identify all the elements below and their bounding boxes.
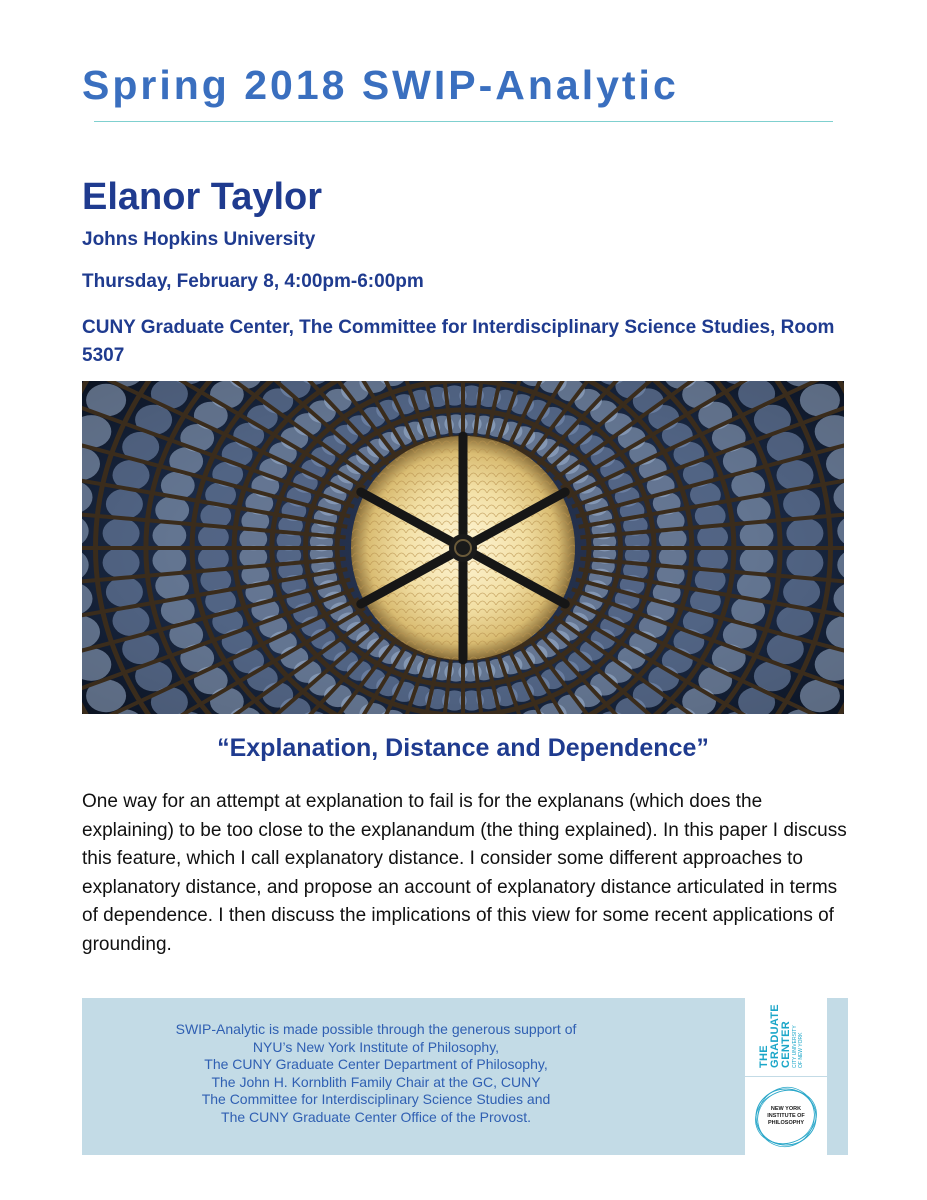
- logo-panel: [745, 998, 827, 1155]
- glass-cell: [740, 547, 774, 575]
- glass-cell: [106, 489, 143, 519]
- graduate-center-logo: THE GRADUATE CENTER CITY UNIVERSITY OF NEW YORK: [745, 998, 827, 1077]
- glass-cell: [783, 577, 820, 607]
- sponsor-box: [82, 998, 848, 1155]
- event-datetime: Thursday, February 8, 4:00pm-6:00pm: [82, 271, 424, 292]
- glass-cell: [153, 547, 187, 575]
- sponsor-line: NYU’s New York Institute of Philosophy,: [252, 1038, 500, 1055]
- glass-cell: [106, 577, 143, 607]
- event-venue: CUNY Graduate Center, The Committee for Interdisciplinary Science Studies, Room 5307: [82, 317, 835, 366]
- speaker-name: Elanor Taylor: [82, 176, 323, 218]
- sponsor-line: The John H. Kornblith Family Chair at the GC, CUNY: [211, 1073, 541, 1090]
- glass-cell: [783, 489, 820, 519]
- sponsor-line: The Committee for Interdisciplinary Science Studies and: [201, 1091, 551, 1107]
- talk-abstract: One way for an attempt at explanation to fail is for the explanans (which does the explaining) to be too close to the explanandum (the thing explained). In this paper I discuss this feature, which I call explanatory distance. I consider some different approaches to explanatory distance, and propose an account of explanatory distance articulated in terms of dependence. I then discuss the implications of this view for some recent applications of grounding.: [82, 791, 847, 955]
- nyip-logo: NEW YORK INSTITUTE OF PHILOSOPHY: [745, 1078, 827, 1155]
- glass-cell: [786, 518, 823, 548]
- glass-cell: [153, 522, 187, 550]
- lamp-hub: [449, 534, 477, 562]
- glass-cell: [740, 522, 774, 550]
- sponsor-line: SWIP-Analytic is made possible through the generous support of: [175, 1021, 577, 1037]
- dome-photo: [82, 381, 844, 714]
- sponsor-text: [82, 1021, 670, 1126]
- talk-title: “Explanation, Distance and Dependence”: [217, 734, 709, 762]
- glass-cell: [103, 548, 140, 578]
- sponsor-line: The CUNY Graduate Center Department of Philosophy,: [204, 1056, 548, 1072]
- glass-cell: [786, 548, 823, 578]
- speaker-affiliation: Johns Hopkins University: [82, 229, 316, 250]
- title-divider: [94, 121, 833, 122]
- series-title: Spring 2018 SWIP-Analytic: [82, 62, 679, 108]
- sponsor-line: The CUNY Graduate Center Office of the Provost.: [221, 1108, 531, 1125]
- glass-cell: [103, 518, 140, 548]
